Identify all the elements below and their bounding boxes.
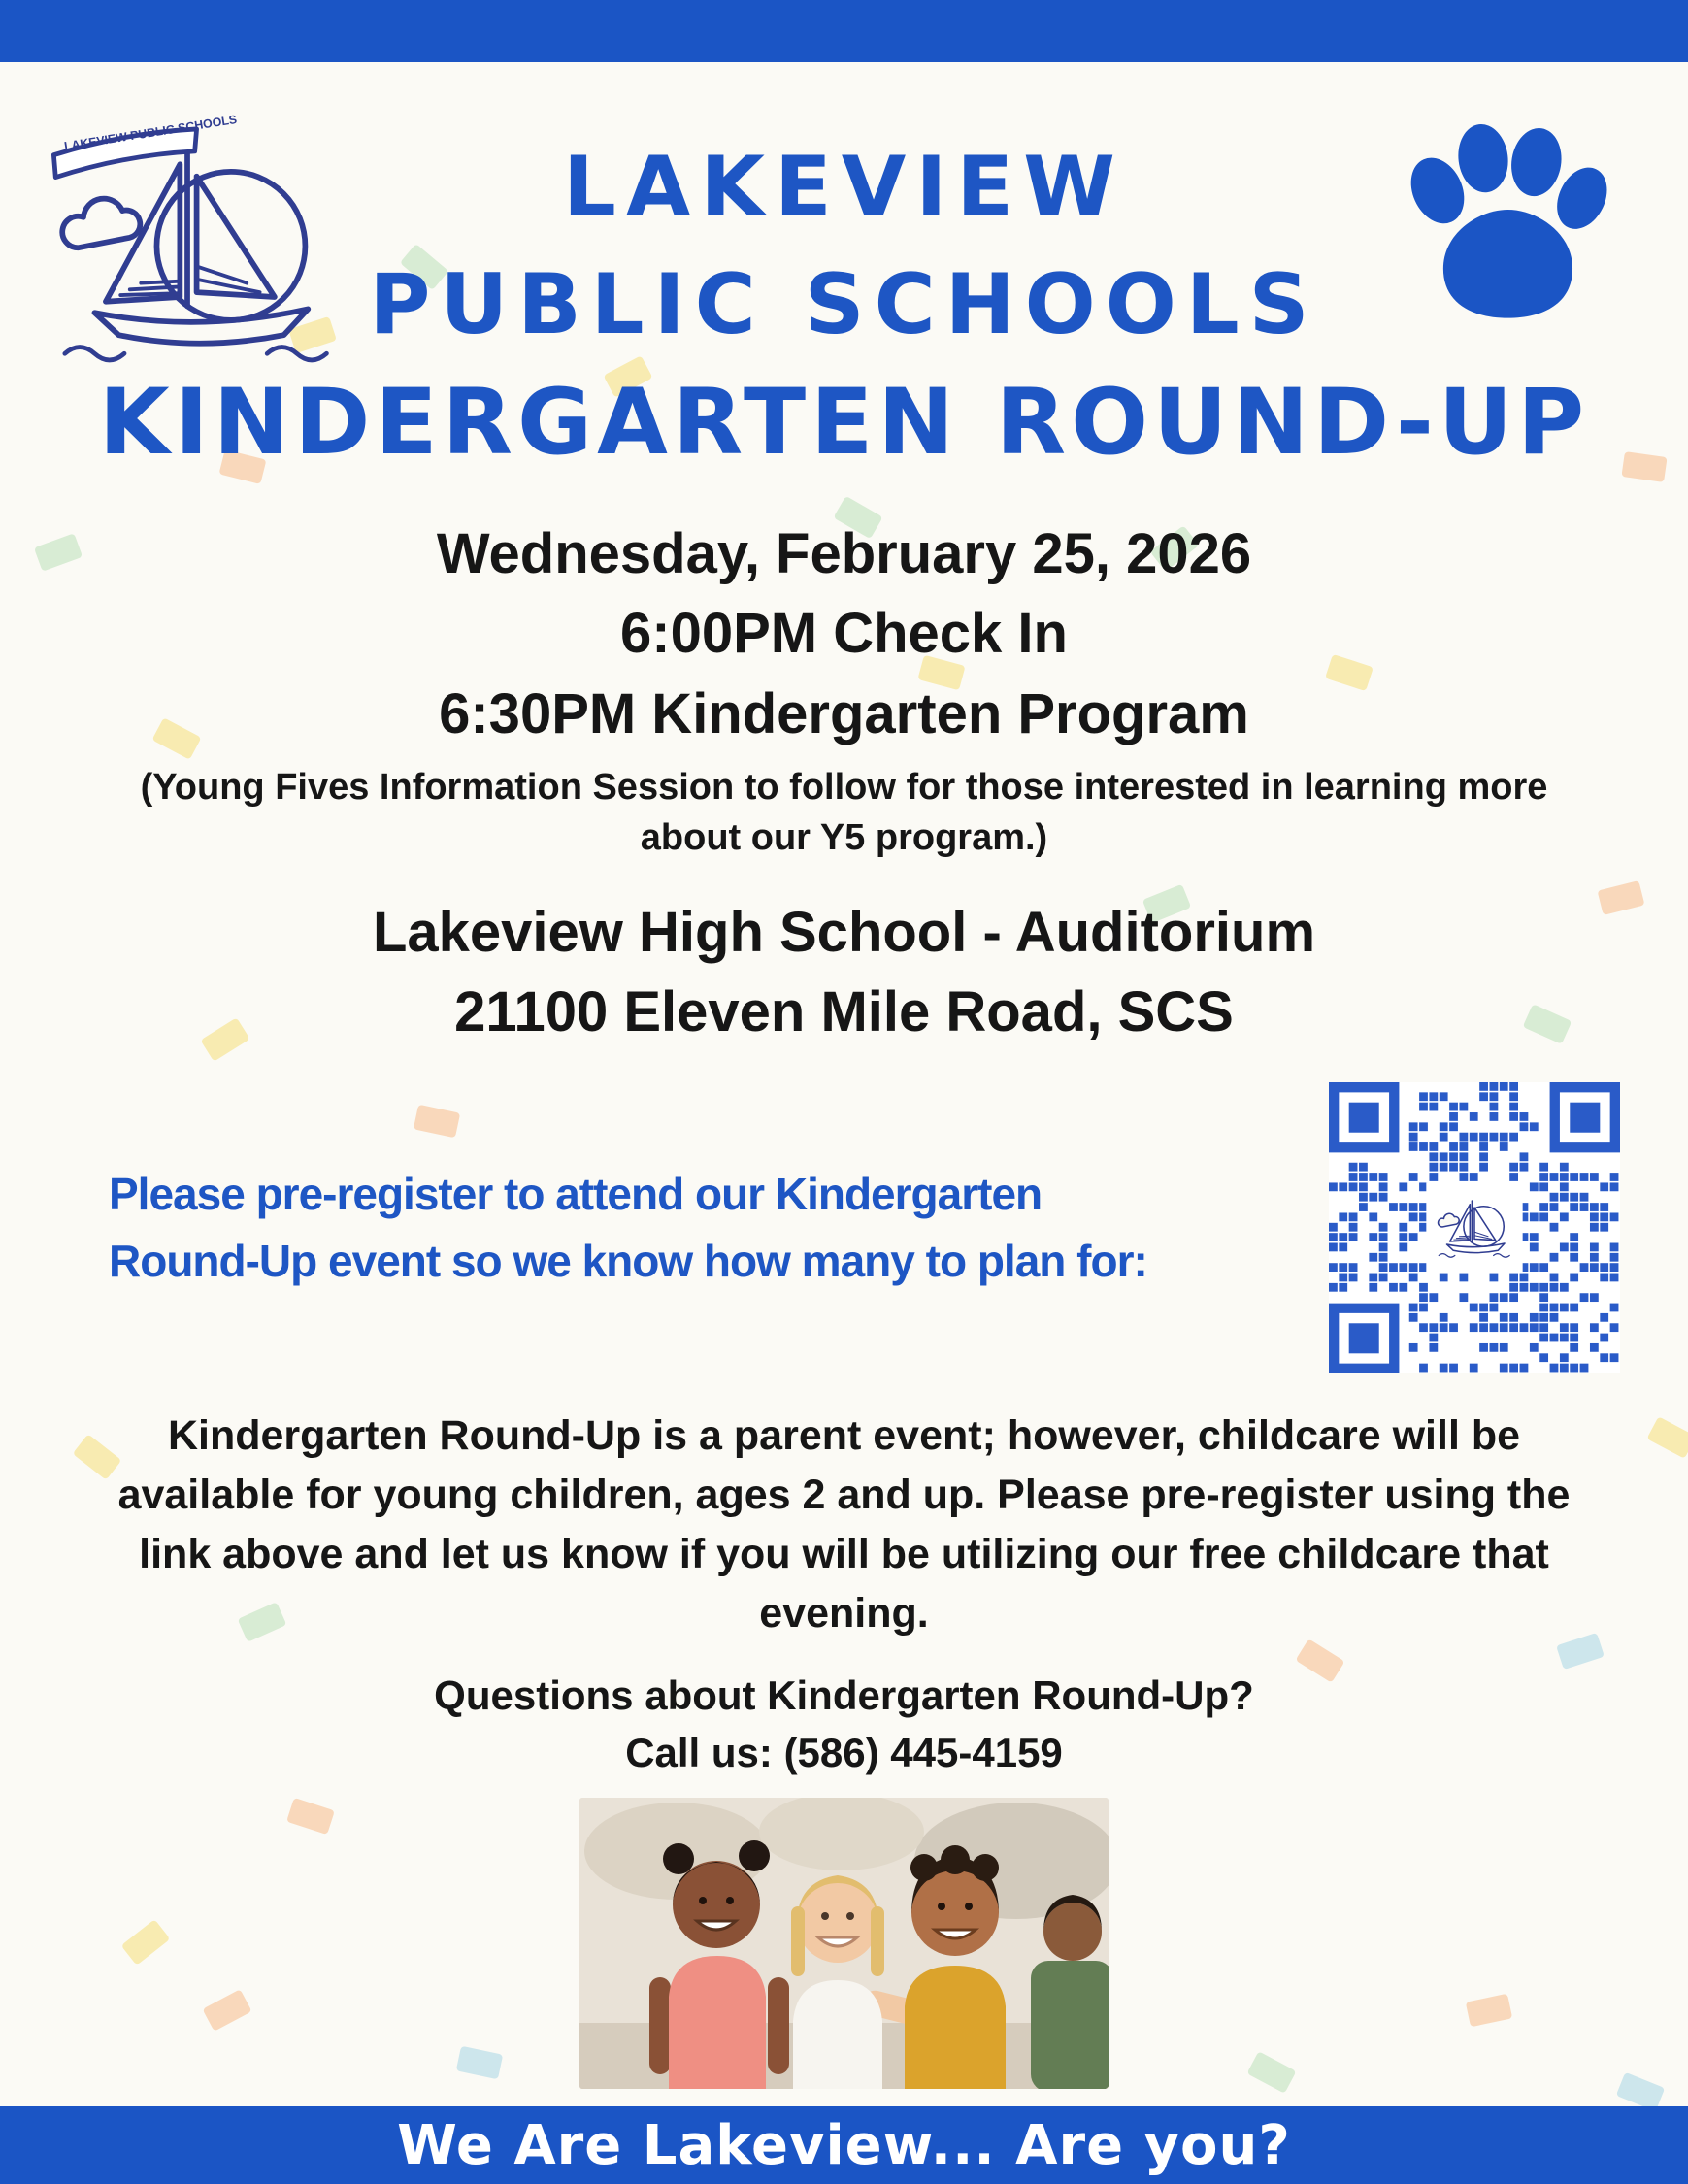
pre-register-line-2: Round-Up event so we know how many to plan for: xyxy=(109,1235,1147,1286)
questions-line: Questions about Kindergarten Round-Up? xyxy=(434,1671,1254,1718)
event-date: Wednesday, February 25, 2026 xyxy=(436,521,1252,585)
young-fives-note: (Young Fives Information Session to follow for those interested in learning more about our Y5 program.) xyxy=(140,766,1548,859)
event-program-time: 6:30PM Kindergarten Program xyxy=(439,681,1249,745)
children-photo-illustration xyxy=(579,1798,1109,2089)
pre-register-section xyxy=(0,1082,1688,1373)
pre-register-line-1: Please pre-register to attend our Kindergarten xyxy=(109,1168,1043,1219)
pre-register-text xyxy=(109,1161,1290,1295)
childcare-paragraph: Kindergarten Round-Up is a parent event; however, childcare will be available for young children, ages 2 and up. Please pre-register using the link above and let us know if you will be utilizing our free childcare that evening. xyxy=(117,1411,1571,1637)
flyer-title xyxy=(0,140,1688,476)
event-checkin-time: 6:00PM Check In xyxy=(620,602,1068,666)
footer-tagline: We Are Lakeview... Are you? xyxy=(397,2113,1291,2177)
qr-code xyxy=(1329,1082,1620,1373)
questions-section xyxy=(0,1667,1688,1782)
bottom-blue-bar xyxy=(0,2106,1688,2184)
location-address: 21100 Eleven Mile Road, SCS xyxy=(454,980,1234,1044)
top-blue-bar xyxy=(0,0,1688,62)
qr-code-svg xyxy=(1329,1082,1620,1373)
title-line-1: LAKEVIEW xyxy=(563,139,1125,236)
event-schedule xyxy=(0,514,1688,754)
location-venue: Lakeview High School - Auditorium xyxy=(372,900,1316,964)
title-line-3: KINDERGARTEN ROUND-UP xyxy=(98,369,1590,476)
title-line-2: PUBLIC SCHOOLS xyxy=(369,255,1319,353)
logo-banner-text: LAKEVIEW PUBLIC SCHOOLS xyxy=(63,112,239,153)
children-photo xyxy=(579,1798,1109,2089)
phone-number: Call us: (586) 445-4159 xyxy=(625,1730,1063,1776)
event-location xyxy=(0,893,1688,1053)
